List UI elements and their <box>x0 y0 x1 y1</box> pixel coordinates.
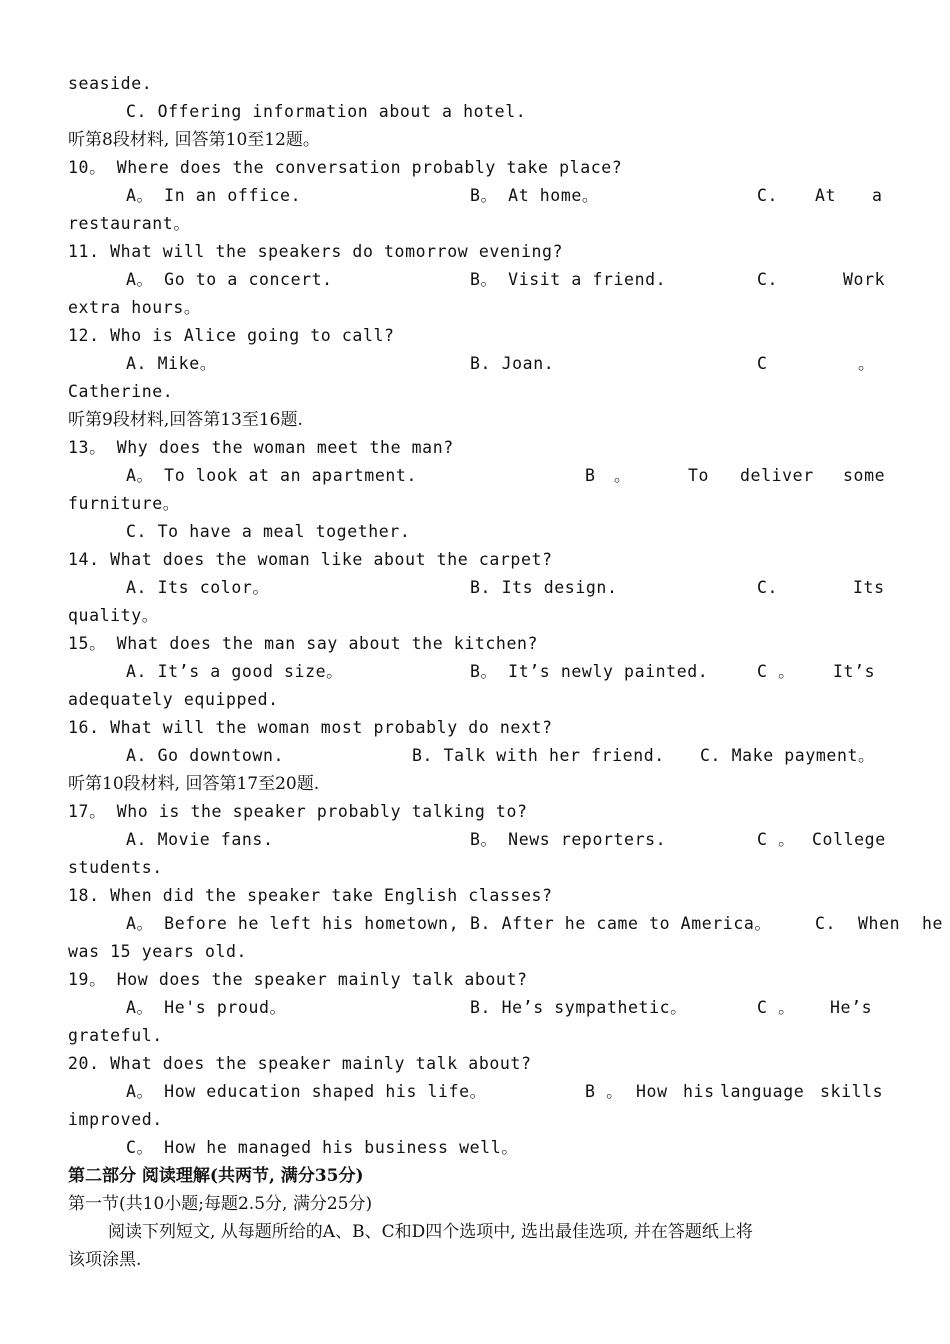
instruction-text: 该项涂黑. <box>68 1250 142 1270</box>
question-13 <box>0 434 950 462</box>
option-line <box>0 1134 950 1162</box>
option-b: B. Joan. <box>470 354 555 373</box>
option-c-letter: C. <box>757 186 779 205</box>
options-10 <box>0 182 950 210</box>
section-heading <box>0 126 950 154</box>
question-text: 20. What does the speaker mainly talk about? <box>68 1054 532 1073</box>
text-line <box>0 294 950 322</box>
continuation-text: seaside. <box>68 74 153 93</box>
section-heading <box>0 406 950 434</box>
option-c-word: At <box>815 186 837 205</box>
option-line <box>0 518 950 546</box>
option-c-word: he <box>922 914 944 933</box>
option-c: C. Offering information about a hotel. <box>126 102 527 121</box>
question-17 <box>0 798 950 826</box>
option-a: A。 Before he left his hometown, <box>126 914 460 933</box>
option-c-letter: C. <box>757 270 779 289</box>
options-19 <box>0 994 950 1022</box>
listening-instruction: 听第10段材料, 回答第17至20题. <box>68 774 320 794</box>
option-c-word: He’s <box>830 998 873 1017</box>
option-c-word: It’s <box>833 662 876 681</box>
section-one-title: 第一节(共10小题;每题2.5分, 满分25分) <box>68 1194 373 1214</box>
option-c-continuation: extra hours。 <box>68 298 201 317</box>
options-16 <box>0 742 950 770</box>
option-a: A。 He's proud。 <box>126 998 287 1017</box>
option-c-letter: C 。 <box>757 662 796 681</box>
option-a: A. Go downtown. <box>126 746 285 765</box>
option-b: B。 At home。 <box>470 186 600 205</box>
option-c-letter: C <box>757 354 768 373</box>
option-a: A. It’s a good size。 <box>126 662 344 681</box>
option-b-word: deliver <box>740 466 814 485</box>
option-b: B。 News reporters. <box>470 830 667 849</box>
text-line <box>0 686 950 714</box>
question-18 <box>0 882 950 910</box>
question-11 <box>0 238 950 266</box>
text-line <box>0 1106 950 1134</box>
options-17 <box>0 826 950 854</box>
option-c-continuation: was 15 years old. <box>68 942 248 961</box>
option-c-word: Its <box>853 578 885 597</box>
option-c-continuation: students. <box>68 858 163 877</box>
instruction-text: 阅读下列短文, 从每题所给的A、B、C和D四个选项中, 选出最佳选项, 并在答题纸上将 <box>108 1222 753 1242</box>
option-c: C. Make payment。 <box>700 746 876 765</box>
question-text: 19。 How does the speaker mainly talk about? <box>68 970 528 989</box>
options-15 <box>0 658 950 686</box>
question-15 <box>0 630 950 658</box>
question-19 <box>0 966 950 994</box>
option-c-word: College <box>812 830 886 849</box>
options-14 <box>0 574 950 602</box>
option-b: B. Talk with her friend. <box>412 746 665 765</box>
option-c-letter: C 。 <box>757 998 796 1017</box>
option-c-letter: C 。 <box>757 830 796 849</box>
option-b: B。 It’s newly painted. <box>470 662 709 681</box>
question-text: 12. Who is Alice going to call? <box>68 326 395 345</box>
option-c: C. To have a meal together. <box>126 522 411 541</box>
option-c-continuation: grateful. <box>68 1026 163 1045</box>
text-line <box>0 70 950 98</box>
option-b: B. Its design. <box>470 578 618 597</box>
option-b-letter: B 。 <box>585 1082 624 1101</box>
option-a: A。 In an office. <box>126 186 302 205</box>
option-c-continuation: adequately equipped. <box>68 690 279 709</box>
option-c-word: Work <box>843 270 886 289</box>
option-b: B. He’s sympathetic。 <box>470 998 688 1017</box>
option-b-letter: B <box>585 466 596 485</box>
text-line <box>0 378 950 406</box>
option-line <box>0 98 950 126</box>
listening-instruction: 听第9段材料,回答第13至16题. <box>68 410 303 430</box>
question-text: 15。 What does the man say about the kitchen? <box>68 634 539 653</box>
text-line <box>0 938 950 966</box>
options-18 <box>0 910 950 938</box>
part-two-title: 第二部分 阅读理解(共两节, 满分35分) <box>68 1166 364 1186</box>
part-heading <box>0 1162 950 1190</box>
options-12 <box>0 350 950 378</box>
option-a: A。 How education shaped his life。 <box>126 1082 487 1101</box>
option-a: A. Movie fans. <box>126 830 274 849</box>
option-b-word: language <box>720 1082 805 1101</box>
option-c: C。 How he managed his business well。 <box>126 1138 519 1157</box>
option-a: A。 To look at an apartment. <box>126 466 417 485</box>
section-heading <box>0 1190 950 1218</box>
section-heading <box>0 770 950 798</box>
question-text: 17。 Who is the speaker probably talking to? <box>68 802 528 821</box>
instruction-paragraph <box>0 1246 950 1274</box>
option-c-letter: C. <box>815 914 837 933</box>
options-11 <box>0 266 950 294</box>
question-text: 13。 Why does the woman meet the man? <box>68 438 454 457</box>
question-text: 16. What will the woman most probably do next? <box>68 718 553 737</box>
option-c-continuation: Catherine. <box>68 382 174 401</box>
option-b-word: To <box>688 466 710 485</box>
listening-instruction: 听第8段材料, 回答第10至12题。 <box>68 130 320 150</box>
question-16 <box>0 714 950 742</box>
option-c-word: a <box>872 186 883 205</box>
option-b-word: How <box>636 1082 668 1101</box>
question-text: 18. When did the speaker take English classes? <box>68 886 553 905</box>
option-b: B。 Visit a friend. <box>470 270 667 289</box>
text-line <box>0 210 950 238</box>
option-a: A。 Go to a concert. <box>126 270 333 289</box>
text-line <box>0 1022 950 1050</box>
question-20 <box>0 1050 950 1078</box>
question-12 <box>0 322 950 350</box>
question-text: 10。 Where does the conversation probably take place? <box>68 158 623 177</box>
question-10 <box>0 154 950 182</box>
option-b-continuation: improved. <box>68 1110 163 1129</box>
option-c-letter: C. <box>757 578 779 597</box>
instruction-paragraph <box>0 1218 950 1246</box>
options-13 <box>0 462 950 490</box>
option-a: A. Its color。 <box>126 578 270 597</box>
option-a: A. Mike。 <box>126 354 217 373</box>
option-b-word: some <box>843 466 886 485</box>
option-c-punct: 。 <box>858 354 876 373</box>
option-c-continuation: quality。 <box>68 606 159 625</box>
option-c-word: When <box>858 914 901 933</box>
option-b-word: his <box>683 1082 715 1101</box>
option-b: B. After he came to America。 <box>470 914 772 933</box>
option-c-continuation: restaurant。 <box>68 214 191 233</box>
text-line <box>0 490 950 518</box>
text-line <box>0 854 950 882</box>
option-b-continuation: furniture。 <box>68 494 180 513</box>
options-20 <box>0 1078 950 1106</box>
option-b-punct: 。 <box>614 466 632 485</box>
option-b-word: skills <box>820 1082 884 1101</box>
question-text: 11. What will the speakers do tomorrow evening? <box>68 242 564 261</box>
question-14 <box>0 546 950 574</box>
question-text: 14. What does the woman like about the carpet? <box>68 550 553 569</box>
text-line <box>0 602 950 630</box>
